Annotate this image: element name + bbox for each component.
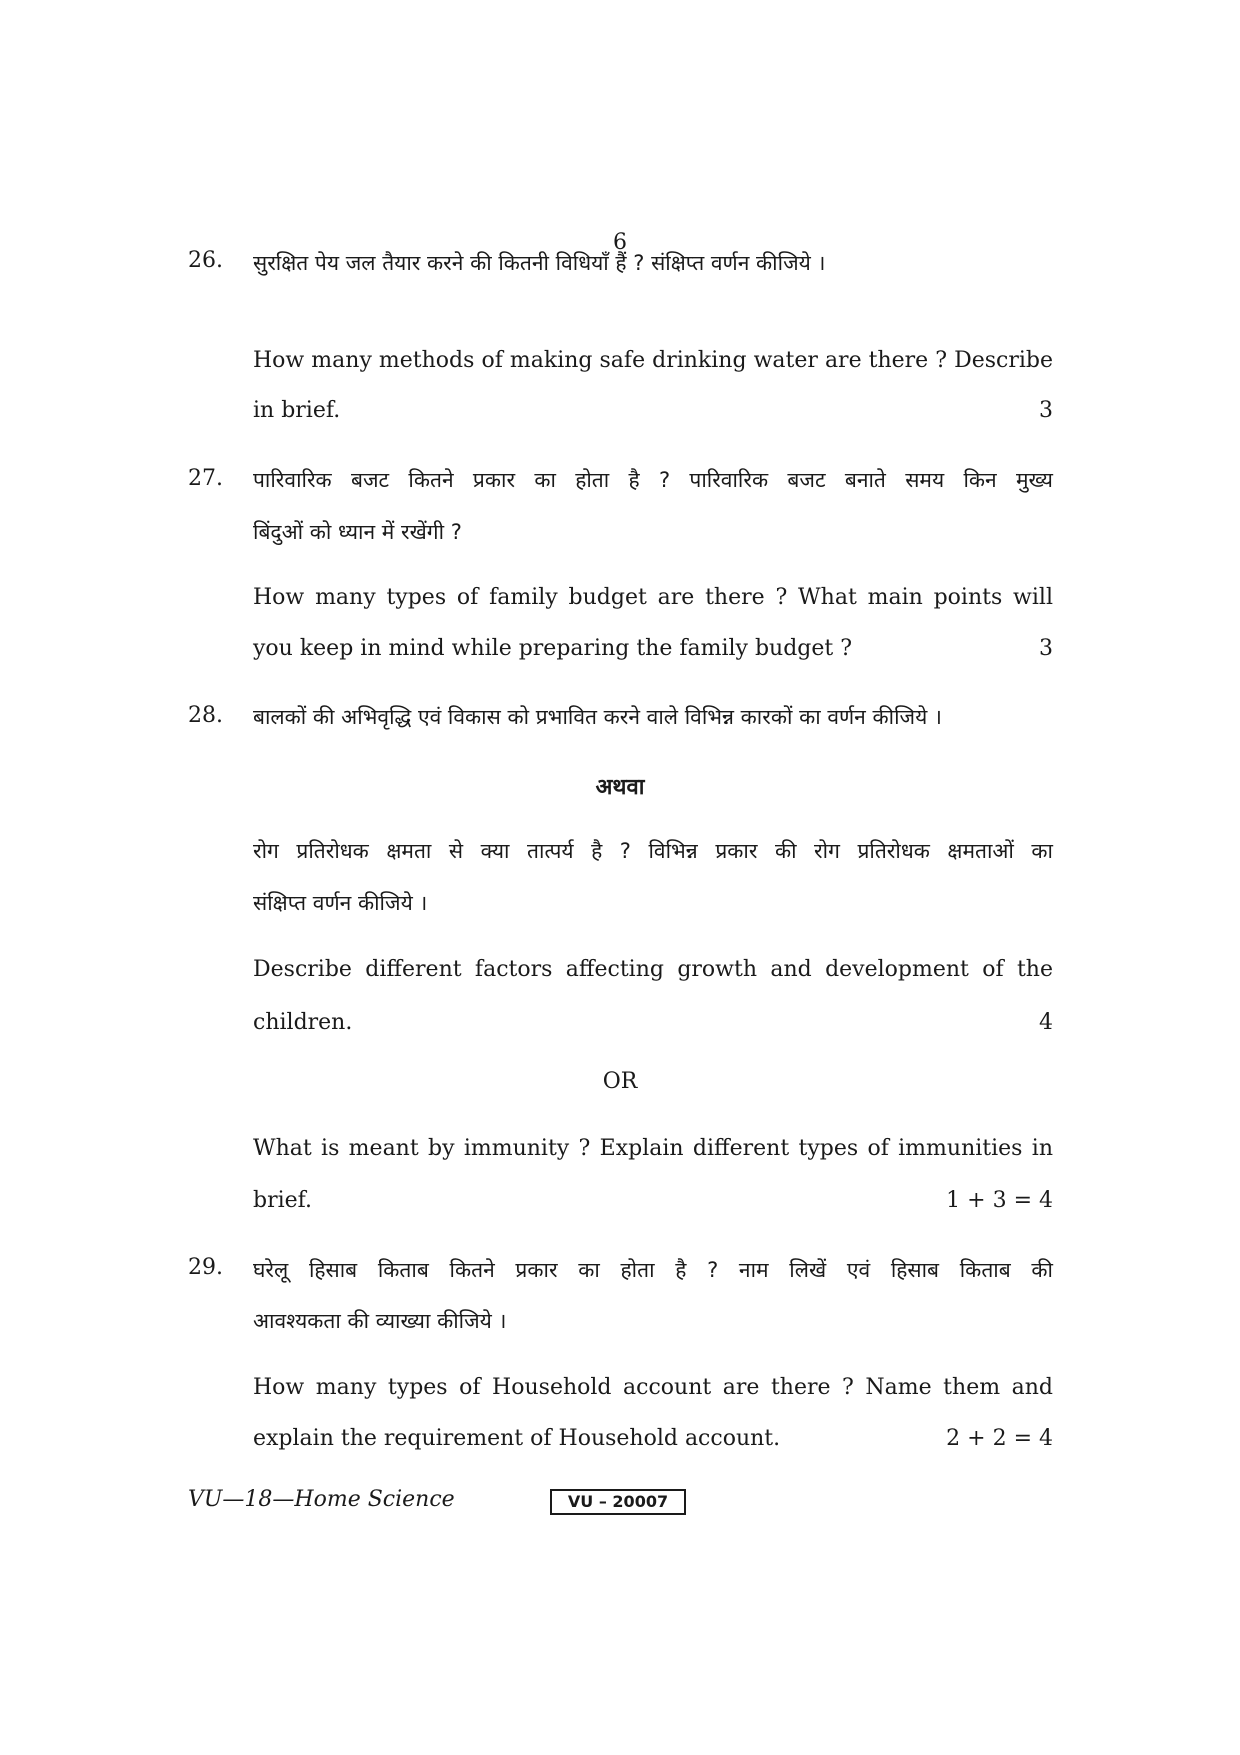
question-28-english-text: children. [253, 1010, 353, 1035]
question-28-alt-marks: 1 + 3 = 4 [946, 1188, 1053, 1213]
question-26-hindi: सुरक्षित पेय जल तैयार करने की कितनी विधियाँ हैं ? संक्षिप्त वर्णन कीजिये । [253, 251, 826, 275]
question-28-english-line-2 [253, 1010, 1053, 1035]
question-29-hindi-line-1: घरेलू हिसाब किताब कितने प्रकार का होता है ? नाम लिखें एवं हिसाब किताब की [253, 1258, 1053, 1282]
question-28-english-line-1: Describe different factors affecting growth and development of the [253, 957, 1053, 982]
footer-paper-code: VU – 20007 [550, 1489, 686, 1515]
question-27-hindi-line-2: बिंदुओं को ध्यान में रखेंगी ? [253, 520, 462, 544]
question-26-english-line-2 [253, 398, 1053, 423]
question-28-number: 28. [188, 703, 223, 728]
question-29-english-line-1: How many types of Household account are there ? Name them and [253, 1375, 1053, 1400]
question-29-english-text: explain the requirement of Household account. [253, 1426, 781, 1451]
question-26-english-line-1: How many methods of making safe drinking water are there ? Describe [253, 348, 1053, 373]
question-27-number: 27. [188, 466, 223, 491]
question-28-hindi: बालकों की अभिवृद्धि एवं विकास को प्रभावित करने वाले विभिन्न कारकों का वर्णन कीजिये । [253, 705, 942, 729]
question-26-marks: 3 [1039, 398, 1053, 423]
question-27-english-text: you keep in mind while preparing the family budget ? [253, 636, 853, 661]
question-28-alt-english-text: brief. [253, 1188, 313, 1213]
question-29-number: 29. [188, 1255, 223, 1280]
question-27-hindi-line-1: पारिवारिक बजट कितने प्रकार का होता है ? पारिवारिक बजट बनाते समय किन मुख्य [253, 468, 1053, 492]
question-27-marks: 3 [1039, 636, 1053, 661]
question-27-english-line-1: How many types of family budget are there ? What main points will [253, 585, 1053, 610]
question-29-hindi-line-2: आवश्यकता की व्याख्या कीजिये । [253, 1309, 507, 1333]
question-26-number: 26. [188, 248, 223, 273]
or-hindi-label: अथवा [595, 775, 645, 800]
question-29-english-line-2 [253, 1426, 1053, 1451]
question-26-english-text: in brief. [253, 398, 341, 423]
footer-paper-title: VU—18—Home Science [188, 1487, 455, 1512]
question-28-alt-hindi-line-2: संक्षिप्त वर्णन कीजिये । [253, 891, 428, 915]
question-29-marks: 2 + 2 = 4 [946, 1426, 1053, 1451]
question-28-marks: 4 [1039, 1010, 1053, 1035]
page-number: 6 [613, 230, 627, 255]
question-27-english-line-2 [253, 636, 1053, 661]
question-28-alt-english-line-1: What is meant by immunity ? Explain different types of immunities in [253, 1136, 1053, 1161]
or-english-label: OR [602, 1069, 638, 1094]
question-28-alt-english-line-2 [253, 1188, 1053, 1213]
question-28-alt-hindi-line-1: रोग प्रतिरोधक क्षमता से क्या तात्पर्य है ? विभिन्न प्रकार की रोग प्रतिरोधक क्षमताओं का [253, 839, 1053, 863]
